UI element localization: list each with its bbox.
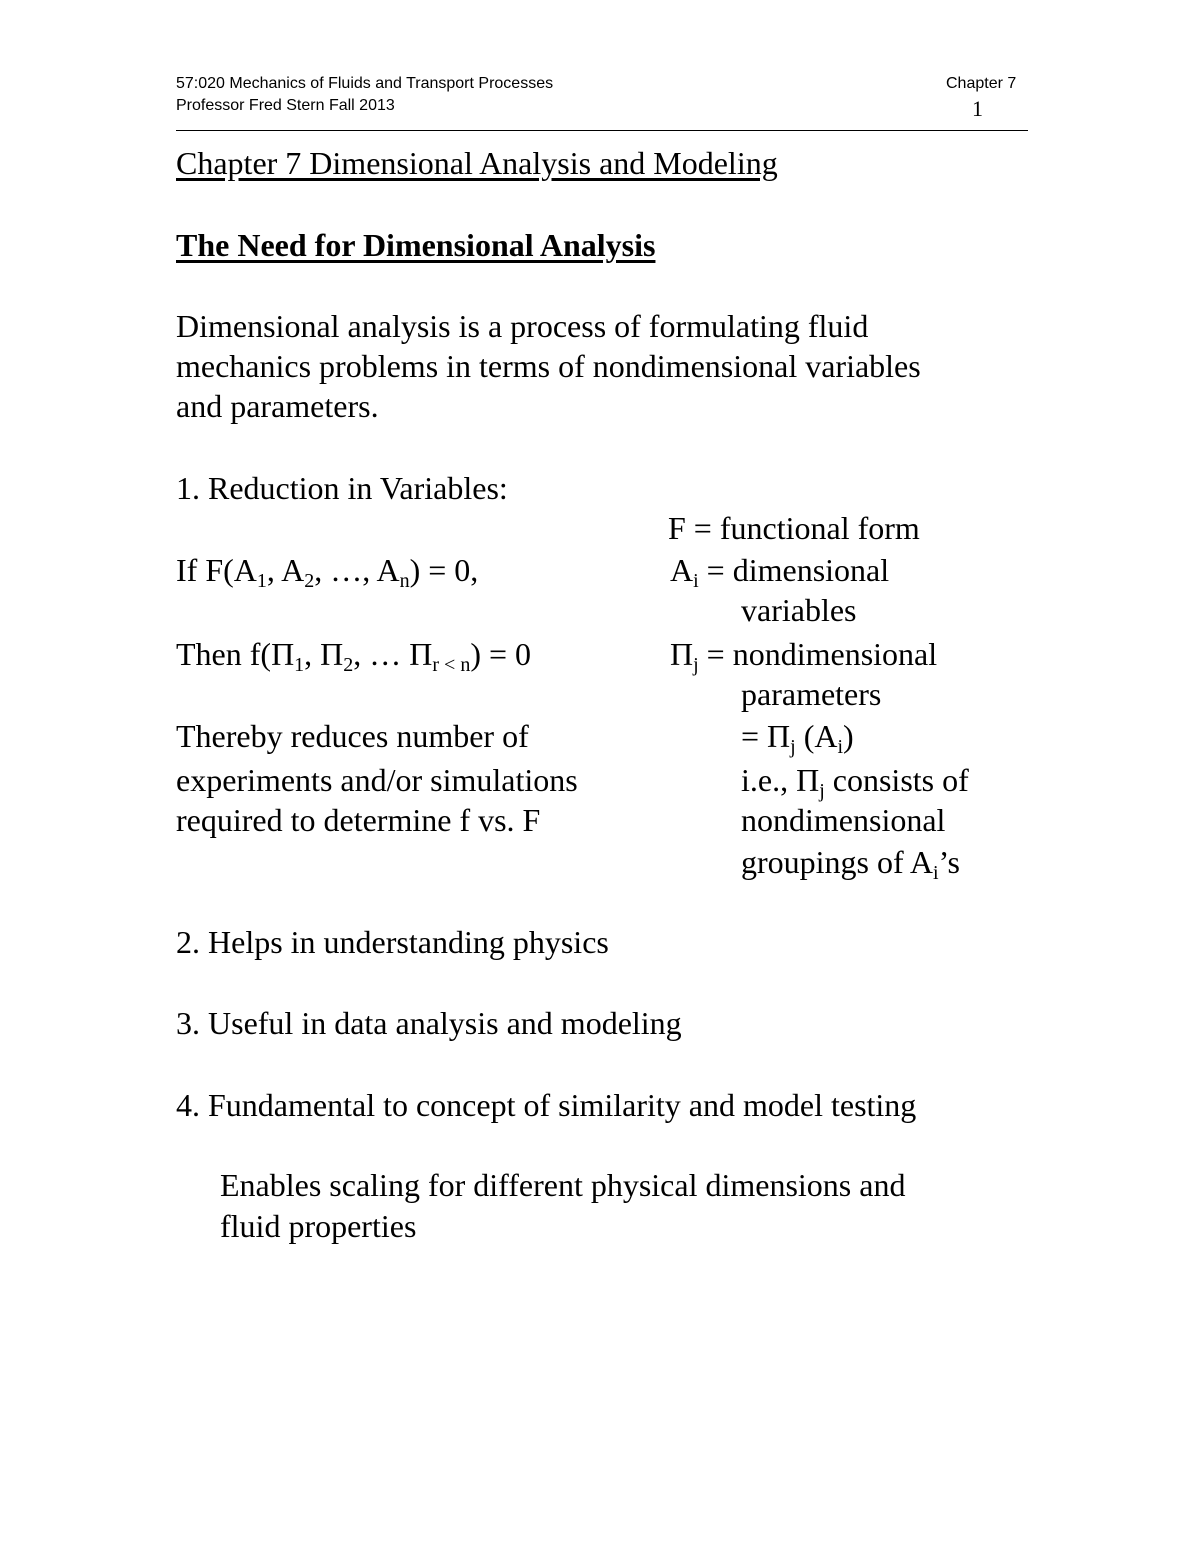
intro-line-2: mechanics problems in terms of nondimensional variables [176, 348, 921, 384]
def-dimensional-variables-cont: variables [741, 592, 857, 628]
intro-line-3: and parameters. [176, 388, 379, 424]
header-chapter: Chapter 7 [946, 75, 1017, 92]
def-dimensional-variables: $A_i$ = dimensional [670, 552, 890, 592]
thereby-line-2: experiments and/or simulations [176, 762, 578, 798]
def-nondimensional-parameters-cont: parameters [741, 676, 882, 712]
header-course: 57:020 Mechanics of Fluids and Transport Processes [176, 75, 554, 92]
def-functional-form: F = functional form [668, 510, 920, 546]
intro-line-1: Dimensional analysis is a process of formulating fluid [176, 308, 869, 344]
header-professor: Professor Fred Stern Fall 2013 [176, 97, 395, 114]
item-4: 4. Fundamental to concept of similarity and model testing [176, 1087, 917, 1123]
item-1-heading: 1. Reduction in Variables: [176, 470, 508, 506]
pi-equals-line: = $\Pi_j$ $(A_i)$ [741, 718, 854, 758]
ie-line-cont: nondimensional [741, 802, 946, 838]
def-nondimensional-parameters: $\Pi_j$ = nondimensional [670, 636, 938, 676]
groupings-line: groupings of $A_i’s$ [741, 844, 960, 884]
if-equation: If $F(A_1$, $A_2$, …, $A_n) = 0$, [176, 552, 479, 592]
item-3: 3. Useful in data analysis and modeling [176, 1005, 682, 1041]
then-equation: Then $f(\Pi_1$, $\Pi_2$, … $\Pi_{r < n}) = 0$ [176, 636, 532, 676]
ie-line: i.e., $\Pi_j$ consists of [741, 762, 969, 802]
thereby-line-1: Thereby reduces number of [176, 718, 529, 754]
chapter-title: Chapter 7 Dimensional Analysis and Modeling [176, 145, 778, 181]
item-2: 2. Helps in understanding physics [176, 924, 609, 960]
section-heading: The Need for Dimensional Analysis [176, 227, 656, 263]
header-divider [176, 130, 1028, 131]
item-4-note-line-2: fluid properties [220, 1208, 417, 1244]
item-4-note-line-1: Enables scaling for different physical dimensions and [220, 1167, 906, 1203]
thereby-line-3: required to determine f vs. F [176, 802, 541, 838]
page-number: 1 [972, 96, 983, 121]
